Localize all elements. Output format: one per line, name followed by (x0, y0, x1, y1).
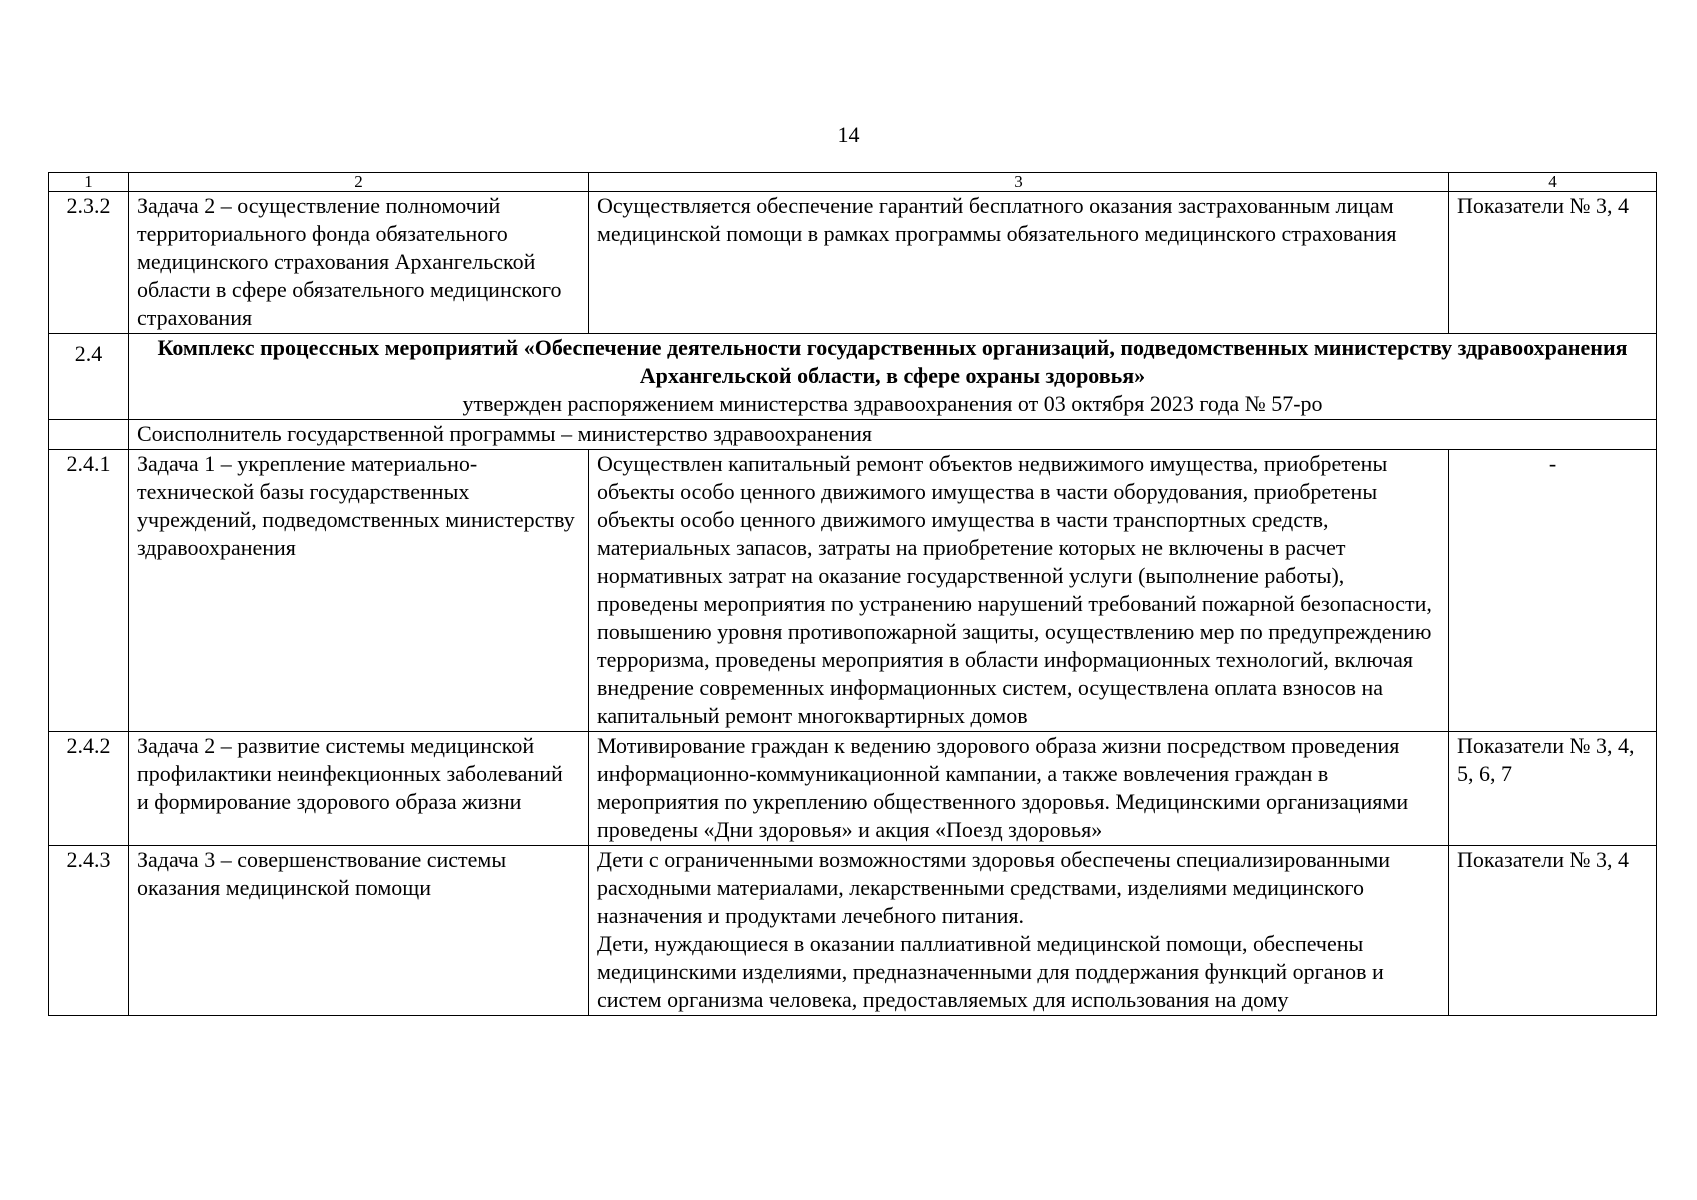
result-cell: Осуществляется обеспечение гарантий бесплатного оказания застрахованным лицам медицинской помощи в рамках программы обязательного медицинского страхования (589, 192, 1449, 334)
result-cell (589, 846, 1449, 1016)
task-cell: Задача 2 – развитие системы медицинской профилактики неинфекционных заболеваний и формирование здорового образа жизни (129, 732, 589, 846)
indicators-cell: Показатели № 3, 4 (1449, 846, 1657, 1016)
column-header-2: 2 (129, 173, 589, 192)
column-header-1: 1 (49, 173, 129, 192)
indicators-cell: - (1449, 450, 1657, 732)
table-row-2-4-1 (49, 450, 1657, 732)
table-row-2-4-2 (49, 732, 1657, 846)
result-paragraph-2: Дети, нуждающиеся в оказании паллиативной медицинской помощи, обеспечены медицинскими изделиями, предназначенными для поддержания функций органов и систем организма человека, предоставляемых для использования на дому (597, 931, 1384, 1012)
table-row-2-4-3 (49, 846, 1657, 1016)
table-row-2-3-2 (49, 192, 1657, 334)
section-approval-note: утвержден распоряжением министерства здравоохранения от 03 октября 2023 года № 57-ро (462, 391, 1323, 416)
page-number: 14 (837, 122, 860, 147)
result-paragraph-1: Дети с ограниченными возможностями здоровья обеспечены специализированными расходными материалами, лекарственными средствами, изделиями медицинского назначения и продуктами лечебного питания. (597, 847, 1391, 928)
section-heading-cell (129, 334, 1657, 420)
row-number: 2.4.2 (49, 732, 129, 846)
task-cell: Задача 2 – осуществление полномочий территориального фонда обязательного медицинского страхования Архангельской области в сфере обязательного медицинского страхования (129, 192, 589, 334)
row-number: 2.3.2 (49, 192, 129, 334)
coexecutor-cell: Соисполнитель государственной программы – министерство здравоохранения (129, 420, 1657, 450)
section-title: Комплекс процессных мероприятий «Обеспечение деятельности государственных организаций, подведомственных министерству здравоохранения Архангельской области, в сфере охраны здоровья» (157, 335, 1628, 388)
section-number: 2.4 (49, 334, 129, 420)
table-header-row (49, 173, 1657, 192)
column-header-4: 4 (1449, 173, 1657, 192)
row-number: 2.4.3 (49, 846, 129, 1016)
task-cell: Задача 1 – укрепление материально-технической базы государственных учреждений, подведомственных министерству здравоохранения (129, 450, 589, 732)
coexecutor-row (49, 420, 1657, 450)
column-header-3: 3 (589, 173, 1449, 192)
task-cell: Задача 3 – совершенствование системы оказания медицинской помощи (129, 846, 589, 1016)
section-row-2-4 (49, 334, 1657, 420)
program-table (48, 172, 1657, 1016)
indicators-cell: Показатели № 3, 4, 5, 6, 7 (1449, 732, 1657, 846)
result-cell: Мотивирование граждан к ведению здорового образа жизни посредством проведения информационно-коммуникационной кампании, а также вовлечения граждан в мероприятия по укреплению общественного здоровья. Медицинскими организациями проведены «Дни здоровья» и акция «Поезд здоровья» (589, 732, 1449, 846)
row-number: 2.4.1 (49, 450, 129, 732)
result-cell: Осуществлен капитальный ремонт объектов недвижимого имущества, приобретены объекты особо ценного движимого имущества в части оборудования, приобретены объекты особо ценного движимого имущества в части транспортных средств, материальных запасов, затраты на приобретение которых не включены в расчет нормативных затрат на оказание государственной услуги (выполнение работы), проведены мероприятия по устранению нарушений требований пожарной безопасности, повышению уровня противопожарной защиты, осуществлению мер по предупреждению терроризма, проведены мероприятия в области информационных технологий, включая внедрение современных информационных систем, осуществлена оплата взносов на капитальный ремонт многоквартирных домов (589, 450, 1449, 732)
empty-cell (49, 420, 129, 450)
indicators-cell: Показатели № 3, 4 (1449, 192, 1657, 334)
